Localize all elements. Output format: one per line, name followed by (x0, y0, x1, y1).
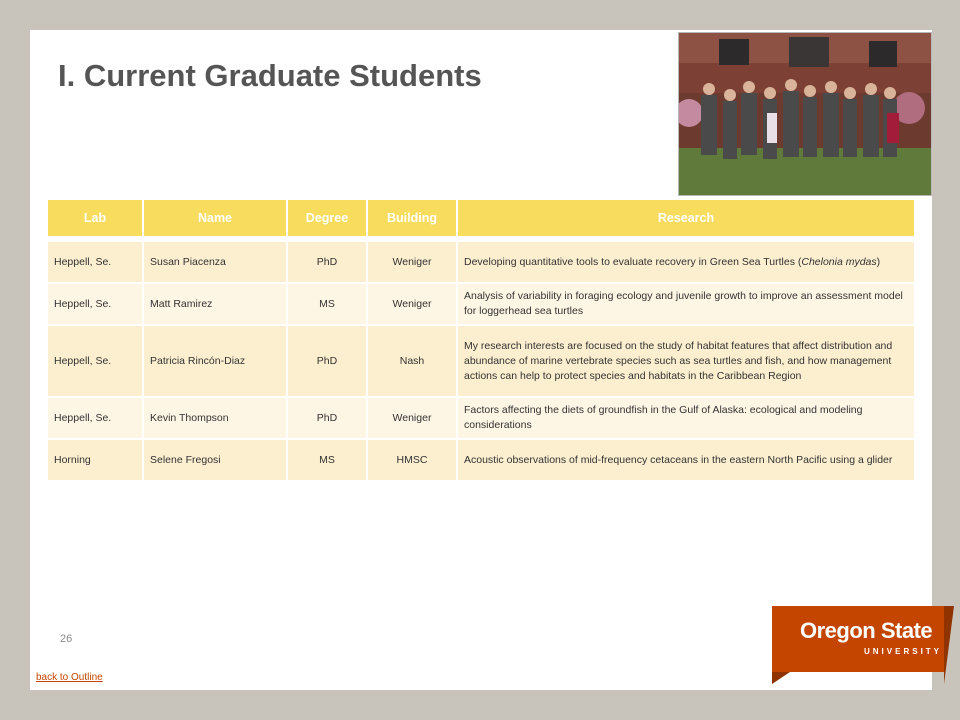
page-number: 26 (60, 633, 73, 645)
research-text: Developing quantitative tools to evaluate recovery in Green Sea Turtles ( (464, 255, 802, 268)
logo-fold (772, 672, 790, 684)
cell-lab: Heppell, Se. (48, 398, 144, 440)
slide (30, 30, 943, 690)
cell-building: Weniger (368, 284, 458, 326)
table-row (48, 440, 914, 482)
cell-building: Nash (368, 326, 458, 398)
logo-name: Oregon State (800, 618, 933, 643)
logo-fold-right (944, 606, 954, 684)
cell-degree: MS (288, 440, 368, 482)
cell-research (458, 242, 914, 284)
group-photo (678, 32, 932, 196)
cell-lab: Horning (48, 440, 144, 482)
cell-name: Matt Ramirez (144, 284, 288, 326)
table-row (48, 284, 914, 326)
cell-research: My research interests are focused on the study of habitat features that affect distribution and abundance of marine vertebrate species such as sea turtles and fish, and how management actions can help to protect species and habitats in the Caribbean Region (458, 326, 914, 398)
cell-name: Selene Fregosi (144, 440, 288, 482)
cell-name: Patricia Rincón-Diaz (144, 326, 288, 398)
cell-degree: PhD (288, 326, 368, 398)
logo-subtitle: UNIVERSITY (864, 647, 943, 656)
table-row (48, 398, 914, 440)
cell-building: HMSC (368, 440, 458, 482)
cell-lab: Heppell, Se. (48, 284, 144, 326)
cell-degree: PhD (288, 242, 368, 284)
table-row (48, 326, 914, 398)
research-species-name: Chelonia mydas (801, 255, 877, 268)
graduate-students-table (48, 200, 914, 482)
cell-building: Weniger (368, 242, 458, 284)
cell-name: Kevin Thompson (144, 398, 288, 440)
cell-name: Susan Piacenza (144, 242, 288, 284)
slide-title: I. Current Graduate Students (58, 58, 482, 93)
table-header-row (48, 200, 914, 242)
group-photo-image (679, 33, 931, 195)
header-name: Name (144, 200, 288, 242)
header-degree: Degree (288, 200, 368, 242)
header-lab: Lab (48, 200, 144, 242)
cell-degree: PhD (288, 398, 368, 440)
header-research: Research (458, 200, 914, 242)
table-row (48, 242, 914, 284)
cell-research: Factors affecting the diets of groundfish in the Gulf of Alaska: ecological and modeling considerations (458, 398, 914, 440)
header-building: Building (368, 200, 458, 242)
cell-lab: Heppell, Se. (48, 326, 144, 398)
cell-research: Analysis of variability in foraging ecology and juvenile growth to improve an assessment model for loggerhead sea turtles (458, 284, 914, 326)
cell-degree: MS (288, 284, 368, 326)
cell-research: Acoustic observations of mid-frequency cetaceans in the eastern North Pacific using a glider (458, 440, 914, 482)
cell-building: Weniger (368, 398, 458, 440)
back-to-outline-link[interactable]: back to Outline (36, 672, 103, 683)
cell-lab: Heppell, Se. (48, 242, 144, 284)
oregon-state-logo (772, 606, 944, 684)
research-text-end: ) (876, 255, 881, 268)
